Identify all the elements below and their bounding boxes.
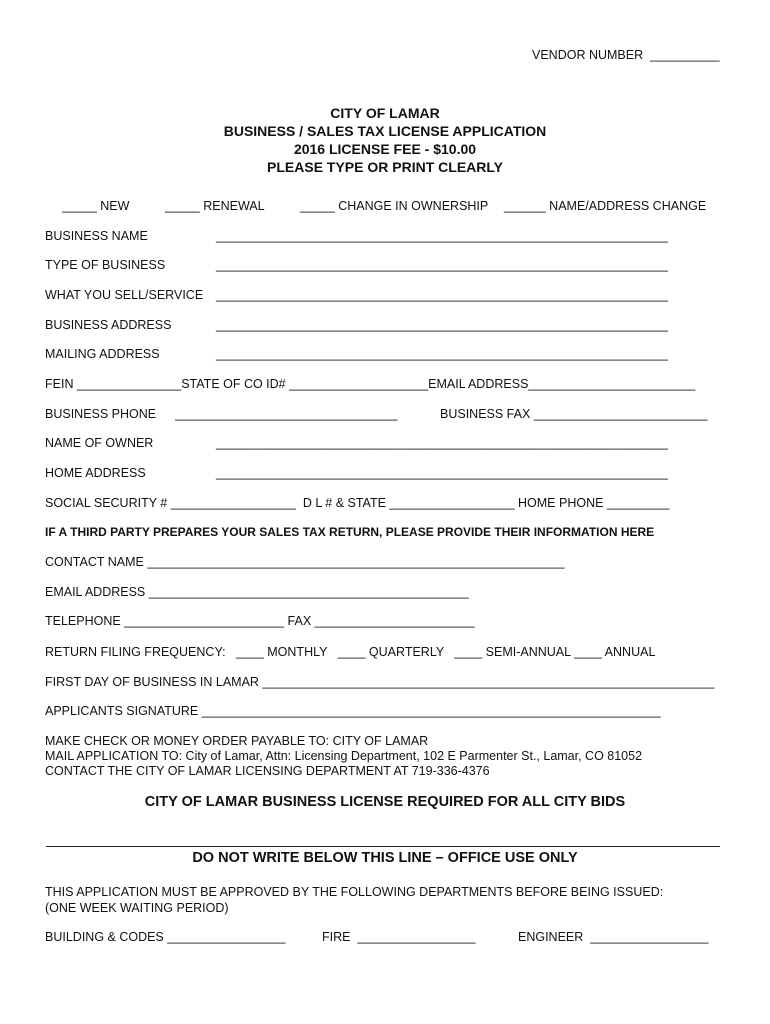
business-phone-field[interactable]: ________________________________ <box>175 407 398 421</box>
waiting-period-text: (ONE WEEK WAITING PERIOD) <box>45 901 229 915</box>
fire-field[interactable]: FIRE _________________ <box>322 930 476 944</box>
name-of-owner-label: NAME OF OWNER <box>45 436 154 450</box>
payable-instruction: MAKE CHECK OR MONEY ORDER PAYABLE TO: CITY OF LAMAR <box>45 734 429 748</box>
office-use-heading: DO NOT WRITE BELOW THIS LINE – OFFICE USE ONLY <box>192 850 578 866</box>
engineer-field[interactable]: ENGINEER _________________ <box>518 930 709 944</box>
print-instruction: PLEASE TYPE OR PRINT CLEARLY <box>267 159 503 175</box>
option-renewal[interactable]: _____ RENEWAL <box>165 199 265 213</box>
building-codes-field[interactable]: BUILDING & CODES _________________ <box>45 930 286 944</box>
vendor-number-field[interactable]: VENDOR NUMBER __________ <box>532 48 720 62</box>
option-new[interactable]: _____ NEW <box>62 199 130 213</box>
mailing-address-field[interactable]: _________________________________________________________________ <box>216 347 668 361</box>
license-fee: 2016 LICENSE FEE - $10.00 <box>293 141 477 157</box>
first-day-field[interactable]: FIRST DAY OF BUSINESS IN LAMAR _________________________________________________________________ <box>45 675 715 689</box>
mail-instruction: MAIL APPLICATION TO: City of Lamar, Attn: Licensing Department, 102 E Parmenter St., Lamar, CO 81052 <box>45 749 643 763</box>
business-address-label: BUSINESS ADDRESS <box>45 318 172 332</box>
name-of-owner-field[interactable]: _________________________________________________________________ <box>216 436 668 450</box>
approval-text: THIS APPLICATION MUST BE APPROVED BY THE FOLLOWING DEPARTMENTS BEFORE BEING ISSUED: <box>45 885 664 899</box>
telephone-fax-field[interactable]: TELEPHONE _______________________ FAX _______________________ <box>45 614 475 628</box>
fein-state-email-row[interactable]: FEIN _______________STATE OF CO ID# ____________________EMAIL ADDRESS________________________ <box>45 377 696 391</box>
mailing-address-label: MAILING ADDRESS <box>45 347 160 361</box>
type-of-business-label: TYPE OF BUSINESS <box>45 258 166 272</box>
city-title: CITY OF LAMAR <box>330 105 440 121</box>
what-you-sell-field[interactable]: _________________________________________________________________ <box>216 288 668 302</box>
filing-frequency-row[interactable]: RETURN FILING FREQUENCY: ____ MONTHLY ____ QUARTERLY ____ SEMI-ANNUAL ____ ANNUAL <box>45 645 656 659</box>
business-fax-field[interactable]: BUSINESS FAX _________________________ <box>440 407 708 421</box>
what-you-sell-label: WHAT YOU SELL/SERVICE <box>45 288 204 302</box>
third-party-heading: IF A THIRD PARTY PREPARES YOUR SALES TAX RETURN, PLEASE PROVIDE THEIR INFORMATION HERE <box>45 525 655 539</box>
option-change-ownership[interactable]: _____ CHANGE IN OWNERSHIP <box>300 199 489 213</box>
business-name-label: BUSINESS NAME <box>45 229 148 243</box>
business-address-field[interactable]: _________________________________________________________________ <box>216 318 668 332</box>
option-name-address-change[interactable]: ______ NAME/ADDRESS CHANGE <box>504 199 707 213</box>
home-address-label: HOME ADDRESS <box>45 466 146 480</box>
contact-name-field[interactable]: CONTACT NAME ____________________________________________________________ <box>45 555 565 569</box>
business-phone-label: BUSINESS PHONE <box>45 407 157 421</box>
office-use-divider <box>46 846 720 847</box>
ssn-dl-phone-row[interactable]: SOCIAL SECURITY # __________________ D L # & STATE __________________ HOME PHONE _________ <box>45 496 670 510</box>
home-address-field[interactable]: _________________________________________________________________ <box>216 466 668 480</box>
type-of-business-field[interactable]: _________________________________________________________________ <box>216 258 668 272</box>
third-party-email-field[interactable]: EMAIL ADDRESS ______________________________________________ <box>45 585 469 599</box>
business-name-field[interactable]: _________________________________________________________________ <box>216 229 668 243</box>
contact-instruction: CONTACT THE CITY OF LAMAR LICENSING DEPARTMENT AT 719-336-4376 <box>45 764 490 778</box>
signature-field[interactable]: APPLICANTS SIGNATURE __________________________________________________________________ <box>45 704 661 718</box>
application-title: BUSINESS / SALES TAX LICENSE APPLICATION <box>223 123 547 139</box>
bids-notice: CITY OF LAMAR BUSINESS LICENSE REQUIRED FOR ALL CITY BIDS <box>144 794 626 810</box>
